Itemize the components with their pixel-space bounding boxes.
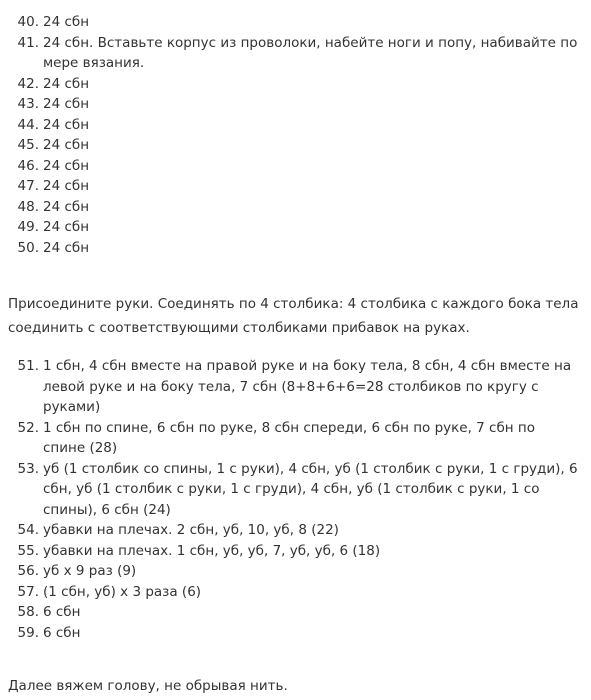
row-number: 49. xyxy=(17,219,39,235)
row-number: 47. xyxy=(17,178,39,194)
row-instruction: (1 сбн, уб) х 3 раза (6) xyxy=(43,583,202,600)
row-instruction: 24 сбн xyxy=(43,137,90,153)
row-number: 57. xyxy=(17,583,39,600)
pattern-row xyxy=(8,541,581,562)
row-number: 55. xyxy=(17,542,39,559)
pattern-row xyxy=(8,238,581,259)
row-number: 40. xyxy=(17,14,39,30)
row-instruction: убавки на плечах. 1 сбн, уб, уб, 7, уб, уб, 6 (18) xyxy=(43,542,381,559)
arms-instruction-paragraph: Присоедините руки. Соединять по 4 столбика: 4 столбика с каждого бока тела соединить с соответствующими столбиками прибавок на руках. xyxy=(8,296,579,336)
row-number: 44. xyxy=(17,116,39,133)
row-instruction: 6 сбн xyxy=(43,604,81,620)
pattern-row xyxy=(8,520,581,541)
pattern-row xyxy=(8,582,581,603)
row-instruction: 24 сбн xyxy=(43,178,90,194)
row-instruction: 24 сбн xyxy=(43,219,90,235)
pattern-rows-51-59 xyxy=(8,356,581,643)
pattern-row xyxy=(8,459,581,521)
row-number: 46. xyxy=(17,157,39,174)
row-number: 42. xyxy=(17,75,39,92)
row-number: 51. xyxy=(17,358,39,374)
row-instruction: 24 сбн. Вставьте корпус из проволоки, набейте ноги и попу, набивайте по мере вязания. xyxy=(43,34,578,71)
row-instruction: 24 сбн xyxy=(43,157,90,174)
pattern-row xyxy=(8,602,581,623)
row-number: 50. xyxy=(17,239,39,256)
row-number: 56. xyxy=(17,563,39,579)
row-instruction: 24 сбн xyxy=(43,239,90,256)
row-instruction: убавки на плечах. 2 сбн, уб, 10, уб, 8 (22) xyxy=(43,522,339,538)
row-instruction: 24 сбн xyxy=(43,96,90,112)
row-number: 48. xyxy=(17,198,39,215)
row-number: 41. xyxy=(17,34,39,51)
pattern-row xyxy=(8,356,581,418)
row-instruction: 24 сбн xyxy=(43,116,90,133)
pattern-row xyxy=(8,217,581,238)
row-number: 53. xyxy=(17,460,39,477)
pattern-row xyxy=(8,623,581,644)
row-number: 52. xyxy=(17,419,39,436)
pattern-row xyxy=(8,418,581,459)
row-instruction: уб (1 столбик со спины, 1 с руки), 4 сбн, уб (1 столбик с руки, 1 с груди), 6 сбн, уб (1 столбик с руки, 1 с груди), 4 сбн, уб (1 столбик с руки, 1 со спины), 6 сбн (24) xyxy=(43,460,578,518)
pattern-row xyxy=(8,561,581,582)
row-instruction: 24 сбн xyxy=(43,14,90,30)
pattern-row xyxy=(8,156,581,177)
pattern-row xyxy=(8,197,581,218)
pattern-rows-40-50 xyxy=(8,12,581,258)
row-number: 58. xyxy=(17,604,39,620)
row-instruction: 6 сбн xyxy=(43,624,81,641)
pattern-row xyxy=(8,74,581,95)
row-instruction: 1 сбн по спине, 6 сбн по руке, 8 сбн спереди, 6 сбн по руке, 7 сбн по спине (28) xyxy=(43,419,536,456)
row-number: 43. xyxy=(17,96,39,112)
pattern-row xyxy=(8,115,581,136)
row-number: 45. xyxy=(17,137,39,153)
row-instruction: 24 сбн xyxy=(43,75,90,92)
pattern-row xyxy=(8,94,581,115)
pattern-row xyxy=(8,176,581,197)
row-instruction: уб х 9 раз (9) xyxy=(43,563,137,579)
head-instruction-paragraph: Далее вяжем голову, не обрывая нить. xyxy=(8,678,288,694)
row-instruction: 1 сбн, 4 сбн вместе на правой руке и на боку тела, 8 сбн, 4 сбн вместе на левой руке и на боку тела, 7 сбн (8+8+6+6=28 столбиков по кругу с руками) xyxy=(43,358,572,415)
pattern-row xyxy=(8,135,581,156)
row-number: 54. xyxy=(17,522,39,538)
pattern-row xyxy=(8,12,581,33)
row-instruction: 24 сбн xyxy=(43,198,90,215)
pattern-row xyxy=(8,33,581,74)
row-number: 59. xyxy=(17,624,39,641)
